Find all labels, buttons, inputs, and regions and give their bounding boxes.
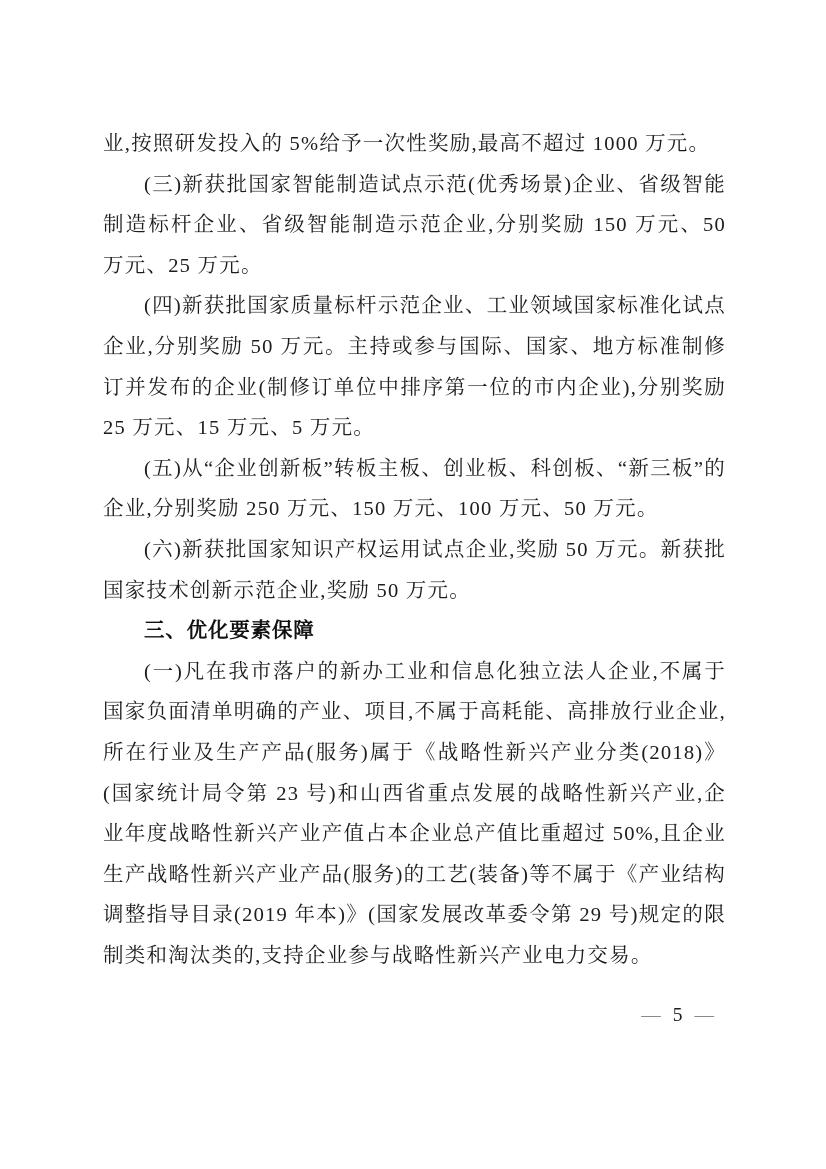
paragraph-section-item-1: (一)凡在我市落户的新办工业和信息化独立法人企业,不属于国家负面清单明确的产业、项目,不属于高耗能、高排放行业企业,所在行业及生产产品(服务)属于《战略性新兴产业分类(2018)》(国家统计局令第 23 号)和山西省重点发展的战略性新兴产业,企业年度战略性新兴产业产值占本企业总产值比重超过 50%,且企业生产战略性新兴产业产品(服务)的工艺(装备)等不属于《产业结构调整指导目录(2019 年本)》(国家发展改革委令第 29 号)规定的限制类和淘汰类的,支持企业参与战略性新兴产业电力交易。 xyxy=(103,660,726,967)
page-number-value: 5 xyxy=(672,1005,683,1026)
paragraph-item-6: (六)新获批国家知识产权运用试点企业,奖励 50 万元。新获批国家技术创新示范企业,奖励 50 万元。 xyxy=(103,538,726,602)
section-heading: 三、优化要素保障 xyxy=(144,619,315,643)
paragraph-item-3: (三)新获批国家智能制造试点示范(优秀场景)企业、省级智能制造标杆企业、省级智能制造示范企业,分别奖励 150 万元、50 万元、25 万元。 xyxy=(103,173,726,277)
paragraph-continuation: 业,按照研发投入的 5%给予一次性奖励,最高不超过 1000 万元。 xyxy=(103,133,711,155)
document-body xyxy=(103,124,726,976)
page-number xyxy=(641,1002,714,1030)
page-number-dash-right: — xyxy=(694,1005,714,1026)
page-number-dash-left: — xyxy=(641,1005,661,1026)
paragraph-item-4: (四)新获批国家质量标杆示范企业、工业领域国家标准化试点企业,分别奖励 50 万元。主持或参与国际、国家、地方标准制修订并发布的企业(制修订单位中排序第一位的市内企业),分别奖励 25 万元、15 万元、5 万元。 xyxy=(103,295,726,440)
paragraph-item-5: (五)从“企业创新板”转板主板、创业板、科创板、“新三板”的企业,分别奖励 250 万元、150 万元、100 万元、50 万元。 xyxy=(103,457,726,521)
